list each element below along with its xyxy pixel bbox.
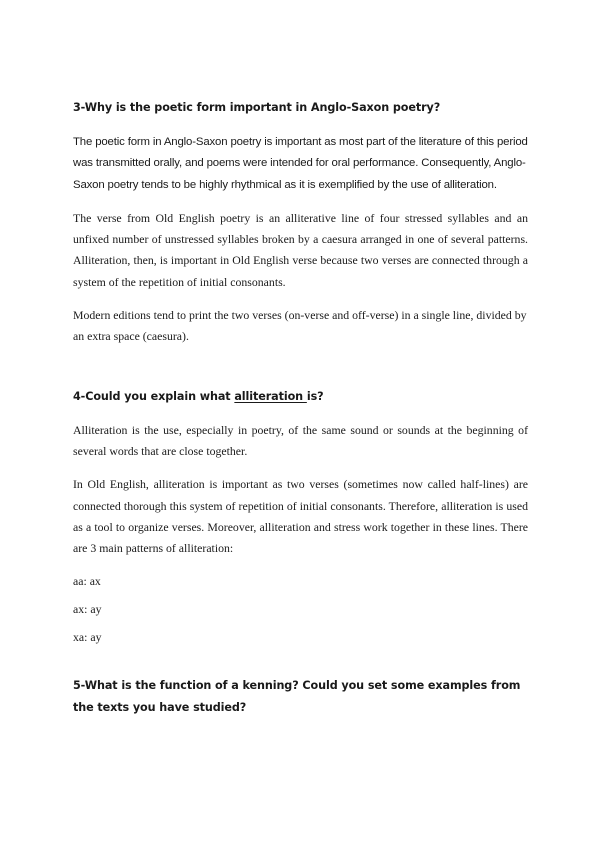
alliteration-pattern-2: ax: ay bbox=[73, 602, 102, 617]
alliteration-pattern-1: aa: ax bbox=[73, 574, 101, 589]
question-4-heading-prefix: 4-Could you explain what bbox=[73, 389, 235, 403]
question-5-heading: 5-What is the function of a kenning? Could you set some examples from the texts you have studied? bbox=[73, 679, 521, 715]
question-4-heading-suffix: is? bbox=[306, 389, 324, 403]
question-3-answer-paragraph-2: The verse from Old English poetry is an alliterative line of four stressed syllables and an unfixed number of unstressed syllables broken by a caesura arranged in one of several patterns. Alliteration, then, is important in Old English verse because two verses are connected through a system of the repetition of initial consonants. bbox=[73, 210, 528, 289]
question-3-heading: 3-Why is the poetic form important in Anglo-Saxon poetry? bbox=[73, 101, 441, 114]
document-page bbox=[73, 97, 528, 719]
alliteration-pattern-3: xa: ay bbox=[73, 630, 102, 645]
question-3-answer-paragraph-1: The poetic form in Anglo-Saxon poetry is important as most part of the literature of this period was transmitted orally, and poems were intended for oral performance. Consequently, Anglo-Saxon poetry tends to be highly rhythmical as it is exemplified by the use of alliteration. bbox=[73, 136, 528, 191]
question-4-answer-paragraph-2: In Old English, alliteration is important as two verses (sometimes now called half-lines) are connected thorough this system of repetition of initial consonants. Therefore, alliteration is used as a tool to organize verses. Moreover, alliteration and stress work together in these lines. There are 3 main patterns of alliteration: bbox=[73, 477, 528, 556]
question-4-heading bbox=[73, 386, 528, 408]
question-4-answer-paragraph-1: Alliteration is the use, especially in poetry, of the same sound or sounds at the beginning of several words that are close together. bbox=[73, 422, 528, 458]
question-4-heading-term: alliteration bbox=[234, 389, 307, 403]
question-3-answer-paragraph-3: Modern editions tend to print the two verses (on-verse and off-verse) in a single line, divided by an extra space (caesura). bbox=[73, 308, 527, 344]
